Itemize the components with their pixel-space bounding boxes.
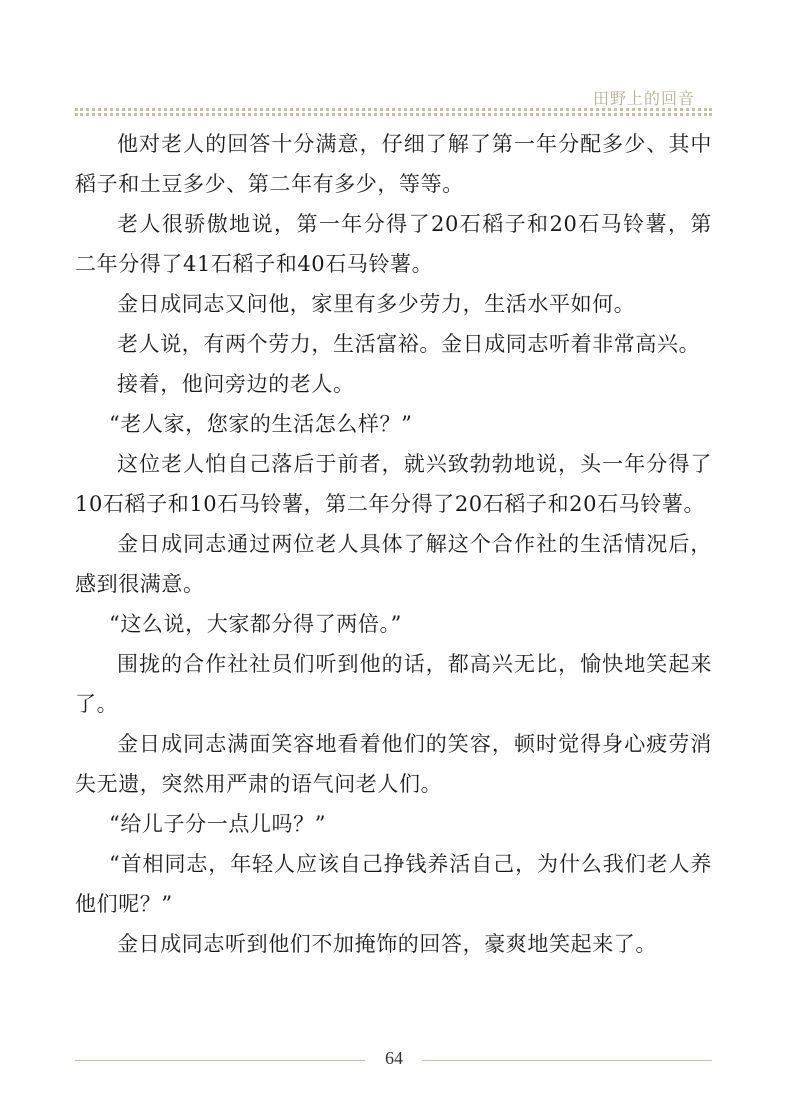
paragraph: 接着，他问旁边的老人。 [117, 372, 355, 396]
paragraph: 金日成同志又问他，家里有多少劳力，生活水平如何。 [117, 292, 636, 316]
paragraph: 金日成同志满面笑容地看着他们的笑容，顿时觉得身心疲劳消失无遗，突然用严肃的语气问老人们。 [75, 732, 712, 796]
paragraph: 他对老人的回答十分满意，仔细了解了第一年分配多少、其中稻子和土豆多少、第二年有多少，等等。 [75, 132, 712, 196]
page-number: 64 [385, 1048, 403, 1068]
header-dotted-rule [75, 108, 712, 111]
dialogue-paragraph: “这么说，大家都分得了两倍。” [109, 612, 402, 636]
paragraph: 老人很骄傲地说，第一年分得了20石稻子和20石马铃薯，第二年分得了41石稻子和40石马铃薯。 [75, 212, 712, 276]
paragraph: 围拢的合作社社员们听到他的话，都高兴无比，愉快地笑起来了。 [75, 652, 712, 716]
paragraph: 老人说，有两个劳力，生活富裕。金日成同志听着非常高兴。 [117, 332, 701, 356]
dialogue-paragraph: “首相同志，年轻人应该自己挣钱养活自己，为什么我们老人养他们呢？” [75, 852, 712, 916]
paragraph: 金日成同志通过两位老人具体了解这个合作社的生活情况后，感到很满意。 [75, 532, 712, 596]
dialogue-paragraph: “给儿子分一点儿吗？” [109, 812, 327, 836]
paragraph: 这位老人怕自己落后于前者，就兴致勃勃地说，头一年分得了10石稻子和10石马铃薯，第二年分得了20石稻子和20石马铃薯。 [75, 452, 712, 516]
dialogue-paragraph: “老人家，您家的生活怎么样？” [109, 412, 413, 436]
body-text [75, 124, 712, 964]
header-dotted-rule-lower [75, 113, 712, 116]
footer-rule-right [422, 1060, 712, 1061]
footer-rule-left [75, 1060, 365, 1061]
paragraph: 金日成同志听到他们不加掩饰的回答，豪爽地笑起来了。 [117, 932, 657, 956]
running-header-title: 田野上的回音 [592, 89, 695, 108]
